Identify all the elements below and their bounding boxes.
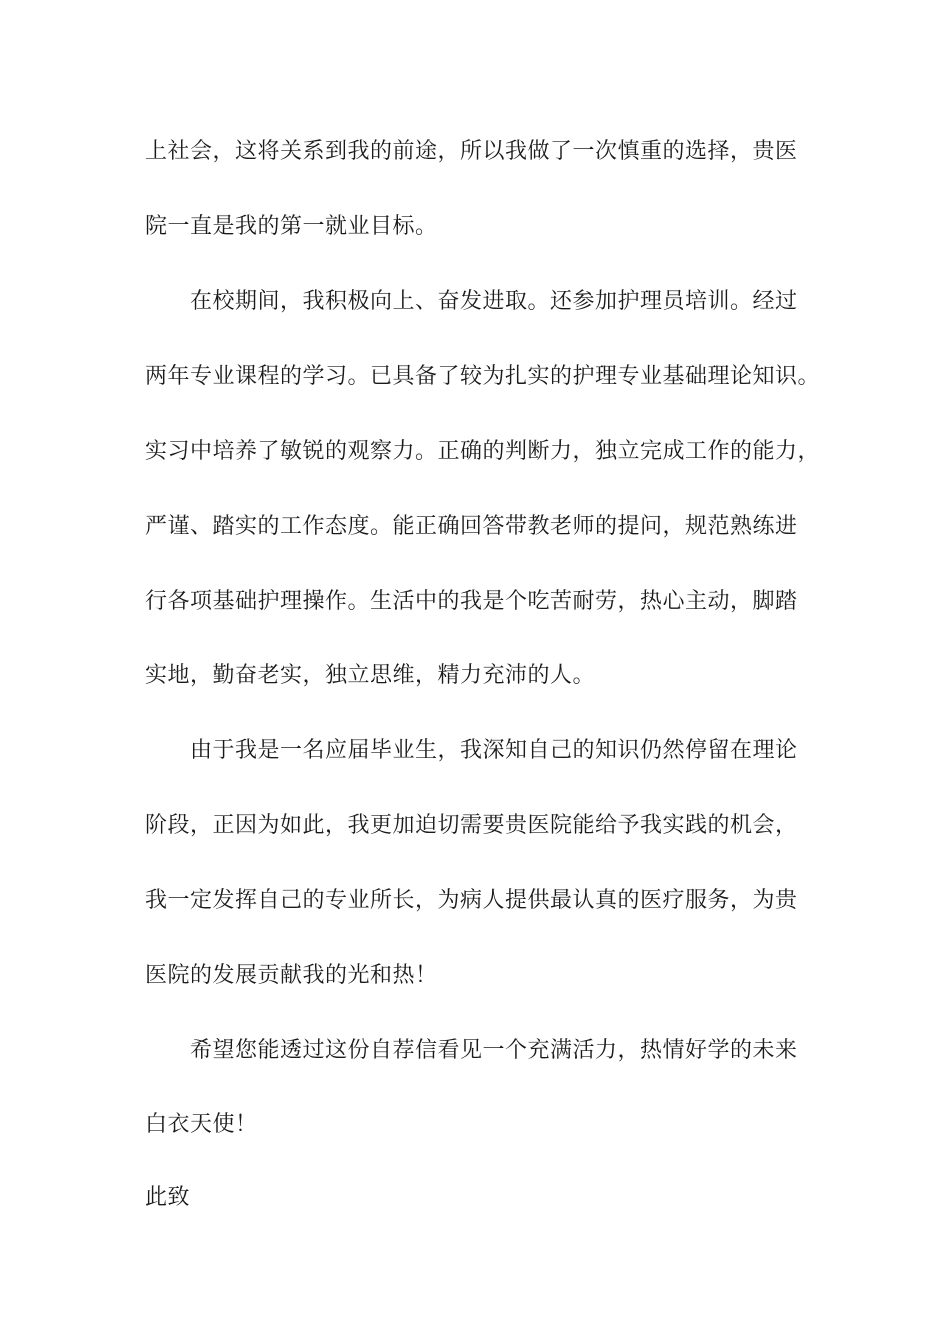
- text-line: 院一直是我的第一就业目标。: [145, 214, 438, 239]
- text-line: 行各项基础护理操作。生活中的我是个吃苦耐劳，热心主动，脚踏: [145, 589, 798, 614]
- paragraph-start-line: 由于我是一名应届毕业生，我深知自己的知识仍然停留在理论: [190, 738, 798, 763]
- text-line: 严谨、踏实的工作态度。能正确回答带教老师的提问，规范熟练进: [145, 514, 798, 539]
- paragraph-start-line: 希望您能透过这份自荐信看见一个充满活力，热情好学的未来: [190, 1038, 798, 1063]
- text-line: 实地，勤奋老实，独立思维，精力充沛的人。: [145, 663, 596, 688]
- text-line: 上社会，这将关系到我的前途，所以我做了一次慎重的选择，贵医: [145, 139, 798, 164]
- closing-line: 此致: [145, 1185, 191, 1210]
- text-line: 阶段，正因为如此，我更加迫切需要贵医院能给予我实践的机会，: [145, 813, 798, 838]
- text-line: 医院的发展贡献我的光和热！: [145, 963, 438, 988]
- text-line: 两年专业课程的学习。已具备了较为扎实的护理专业基础理论知识。: [145, 364, 821, 389]
- text-line: 我一定发挥自己的专业所长，为病人提供最认真的医疗服务，为贵: [145, 888, 798, 913]
- text-line: 实习中培养了敏锐的观察力。正确的判断力，独立完成工作的能力，: [145, 439, 821, 464]
- text-line: 白衣天使！: [145, 1112, 258, 1137]
- paragraph-start-line: 在校期间，我积极向上、奋发进取。还参加护理员培训。经过: [190, 289, 798, 314]
